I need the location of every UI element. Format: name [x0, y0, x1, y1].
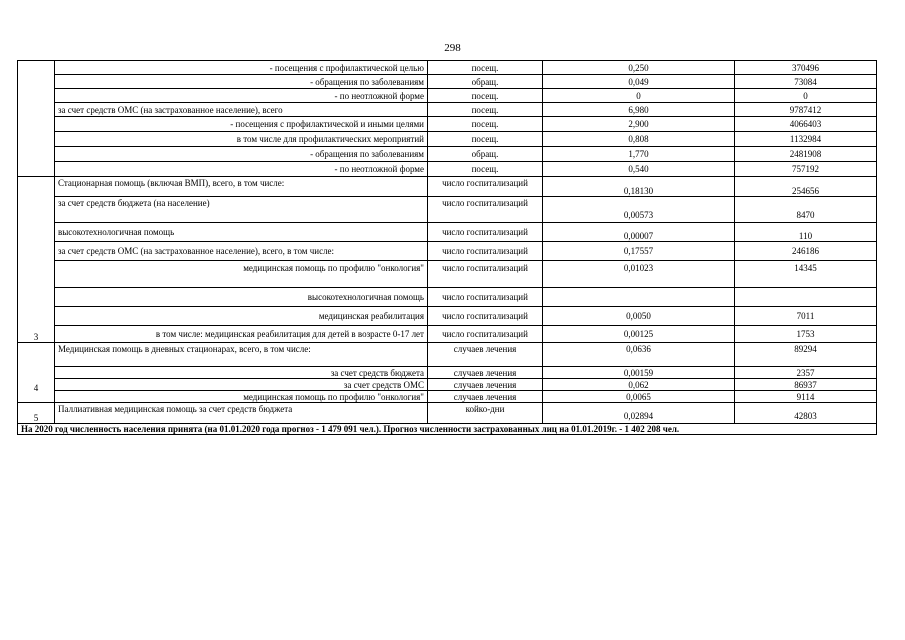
unit-cell: число госпитализаций: [428, 261, 543, 288]
table-row: [18, 89, 877, 103]
table-row: [18, 132, 877, 147]
unit-cell: койко-дни: [428, 403, 543, 424]
description-cell: за счет средств ОМС (на застрахованное население), всего, в том числе:: [55, 242, 428, 261]
unit-cell: посещ.: [428, 61, 543, 75]
volume-cell: 2357: [735, 367, 877, 379]
unit-cell: случаев лечения: [428, 391, 543, 403]
volume-cell: 14345: [735, 261, 877, 288]
volume-cell: 73084: [735, 75, 877, 89]
norm-cell: 0: [543, 89, 735, 103]
volume-cell: 9114: [735, 391, 877, 403]
norm-cell: 1,770: [543, 147, 735, 162]
volume-cell: 370496: [735, 61, 877, 75]
description-cell: Стационарная помощь (включая ВМП), всего, в том числе:: [55, 177, 428, 197]
unit-cell: обращ.: [428, 75, 543, 89]
description-cell: за счет средств бюджета: [55, 367, 428, 379]
description-cell: - посещения с профилактической и иными целями: [55, 117, 428, 132]
description-cell: - по неотложной форме: [55, 162, 428, 177]
table-row: [18, 242, 877, 261]
norm-cell: 0,250: [543, 61, 735, 75]
norm-cell: 0,02894: [543, 403, 735, 424]
norm-cell: 0,540: [543, 162, 735, 177]
volume-cell: 9787412: [735, 103, 877, 117]
volume-cell: 7011: [735, 307, 877, 326]
description-cell: высокотехнологичная помощь: [55, 288, 428, 307]
norm-cell: [543, 288, 735, 307]
unit-cell: число госпитализаций: [428, 307, 543, 326]
description-cell: в том числе: медицинская реабилитация для детей в возрасте 0-17 лет: [55, 326, 428, 343]
norm-cell: 0,0636: [543, 343, 735, 367]
unit-cell: посещ.: [428, 89, 543, 103]
norm-cell: 0,0065: [543, 391, 735, 403]
description-cell: за счет средств ОМС: [55, 379, 428, 391]
table-row: [18, 162, 877, 177]
unit-cell: число госпитализаций: [428, 177, 543, 197]
unit-cell: посещ.: [428, 132, 543, 147]
table-row: [18, 223, 877, 242]
table-row: [18, 61, 877, 75]
volume-cell: 110: [735, 223, 877, 242]
description-cell: - посещения с профилактической целью: [55, 61, 428, 75]
volume-cell: 1753: [735, 326, 877, 343]
population-forecast-note: На 2020 год численность населения принята (на 01.01.2020 года прогноз - 1 479 091 чел.). Прогноз численности застрахованных лиц на 01.01.2019г. - 1 402 208 чел.: [18, 424, 877, 435]
norm-cell: 0,0050: [543, 307, 735, 326]
description-cell: за счет средств ОМС (на застрахованное население), всего: [55, 103, 428, 117]
description-cell: в том числе для профилактических мероприятий: [55, 132, 428, 147]
volume-cell: 4066403: [735, 117, 877, 132]
norm-cell: 0,00007: [543, 223, 735, 242]
description-cell: Медицинская помощь в дневных стационарах, всего, в том числе:: [55, 343, 428, 367]
unit-cell: случаев лечения: [428, 343, 543, 367]
description-cell: - обращения по заболеваниям: [55, 147, 428, 162]
volume-cell: 42803: [735, 403, 877, 424]
volume-cell: 1132984: [735, 132, 877, 147]
volume-cell: 246186: [735, 242, 877, 261]
volume-cell: 254656: [735, 177, 877, 197]
row-number-cell: 5: [18, 403, 55, 424]
unit-cell: обращ.: [428, 147, 543, 162]
norm-cell: 0,17557: [543, 242, 735, 261]
norm-cell: 0,01023: [543, 261, 735, 288]
volume-cell: 0: [735, 89, 877, 103]
volume-cell: 89294: [735, 343, 877, 367]
norm-cell: 0,808: [543, 132, 735, 147]
unit-cell: посещ.: [428, 162, 543, 177]
row-number-cell: 3: [18, 177, 55, 343]
description-cell: медицинская помощь по профилю "онкология": [55, 261, 428, 288]
table-row: [18, 307, 877, 326]
description-cell: Паллиативная медицинская помощь за счет средств бюджета: [55, 403, 428, 424]
unit-cell: число госпитализаций: [428, 197, 543, 223]
volume-cell: 86937: [735, 379, 877, 391]
table-row: [18, 117, 877, 132]
norm-cell: 0,00573: [543, 197, 735, 223]
description-cell: за счет средств бюджета (на население): [55, 197, 428, 223]
unit-cell: число госпитализаций: [428, 326, 543, 343]
volume-cell: [735, 288, 877, 307]
unit-cell: посещ.: [428, 117, 543, 132]
norm-cell: 0,062: [543, 379, 735, 391]
description-cell: медицинская помощь по профилю "онкология": [55, 391, 428, 403]
description-cell: высокотехнологичная помощь: [55, 223, 428, 242]
table-row: [18, 367, 877, 379]
table-row: [18, 197, 877, 223]
unit-cell: случаев лечения: [428, 379, 543, 391]
row-number-cell: [18, 61, 55, 177]
medical-care-volume-table: [17, 60, 877, 435]
norm-cell: 2,900: [543, 117, 735, 132]
table-row: [18, 403, 877, 424]
unit-cell: посещ.: [428, 103, 543, 117]
table-row: [18, 75, 877, 89]
table-row: [18, 326, 877, 343]
table-row: [18, 177, 877, 197]
table-row: [18, 103, 877, 117]
table-row: [18, 379, 877, 391]
description-cell: медицинская реабилитация: [55, 307, 428, 326]
norm-cell: 6,980: [543, 103, 735, 117]
table-row: [18, 391, 877, 403]
unit-cell: случаев лечения: [428, 367, 543, 379]
volume-cell: 8470: [735, 197, 877, 223]
norm-cell: 0,00159: [543, 367, 735, 379]
row-number-cell: 4: [18, 343, 55, 403]
norm-cell: 0,18130: [543, 177, 735, 197]
norm-cell: 0,00125: [543, 326, 735, 343]
description-cell: - по неотложной форме: [55, 89, 428, 103]
volume-cell: 2481908: [735, 147, 877, 162]
volume-cell: 757192: [735, 162, 877, 177]
table-row: [18, 288, 877, 307]
unit-cell: число госпитализаций: [428, 242, 543, 261]
unit-cell: число госпитализаций: [428, 288, 543, 307]
table-row: [18, 147, 877, 162]
description-cell: - обращения по заболеваниям: [55, 75, 428, 89]
footer-row: [18, 424, 877, 435]
unit-cell: число госпитализаций: [428, 223, 543, 242]
norm-cell: 0,049: [543, 75, 735, 89]
page-number: 298: [444, 42, 461, 54]
table-row: [18, 343, 877, 367]
table-row: [18, 261, 877, 288]
